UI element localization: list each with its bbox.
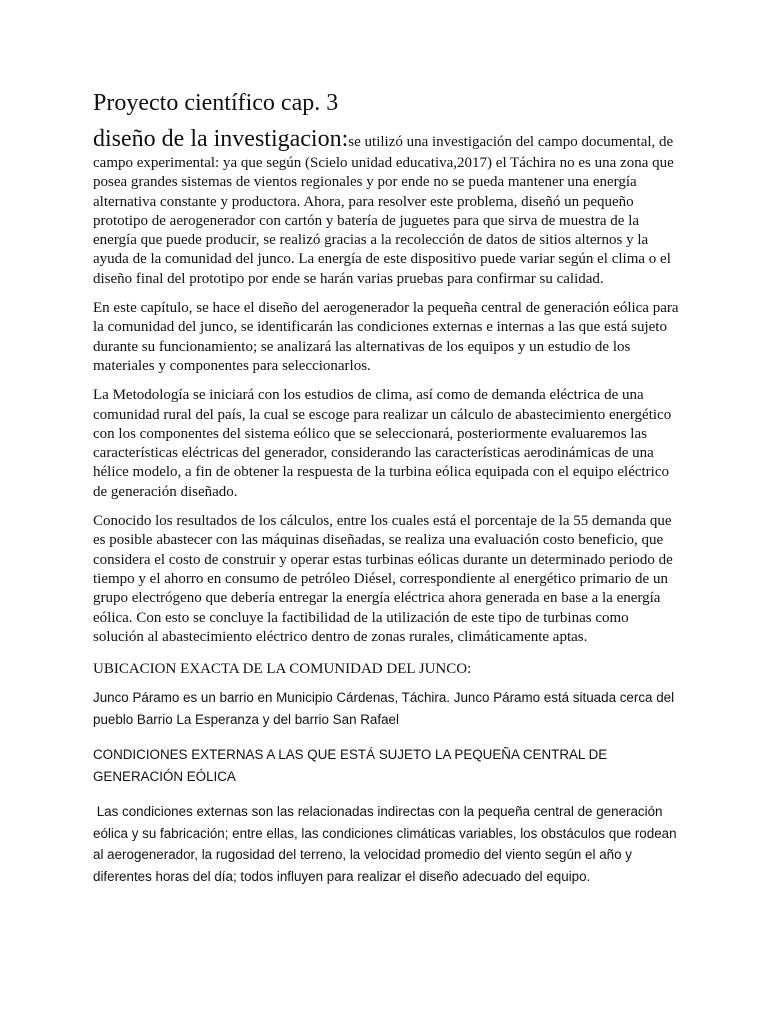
conditions-paragraph: Las condiciones externas son las relacionadas indirectas con la pequeña central de generación eólica y su fabricación; entre ellas, las condiciones climáticas variables, los obstáculos que rodean al aerogenerador, la rugosidad del terreno, la velocidad promedio del viento según el año y diferentes horas del día; todos influyen para realizar el diseño adecuado del equipo.	[93, 804, 681, 884]
section-intro-paragraph	[93, 124, 683, 289]
section-heading: diseño de la investigacion:	[93, 126, 349, 152]
paragraph-2: En este capítulo, se hace el diseño del aerogenerador la pequeña central de generación eólica para la comunidad del junco, se identificarán las condiciones externas e internas a las que está sujeto durante su funcionamiento; se analizará las alternativas de los equipos y un estudio de los materiales y componentes para seleccionarlos.	[93, 300, 679, 374]
document-content	[93, 88, 683, 887]
location-heading: UBICACION EXACTA DE LA COMUNIDAD DEL JUNCO:	[93, 661, 472, 678]
paragraph-4: Conocido los resultados de los cálculos, entre los cuales está el porcentaje de la 55 demanda que es posible abastecer con las máquinas diseñadas, se realiza una evaluación costo beneficio, que considera el costo de construir y operar estas turbinas eólicas durante un determinado periodo de tiempo y el ahorro en consumo de petróleo Diésel, correspondiente al energético primario de un grupo electrógeno que debería entregar la energía eléctrica ahora generada en base a la energía eólica. Con esto se concluye la factibilidad de la utilización de este tipo de turbinas como solución al abastecimiento eléctrico dentro de zonas rurales, climáticamente aptas.	[93, 513, 673, 645]
section-intro-text: se utilizó una investigación del campo documental, de campo experimental: ya que según (Scielo unidad educativa,2017) el Táchira no es una zona que posea grandes sistemas de vientos regionales y por ende no se pueda mantener una energía alternativa constante y productora. Ahora, para resolver este problema, diseñó un pequeño prototipo de aerogenerador con cartón y batería de juguetes para que sirva de muestra de la energía que puede producir, se realizó gracias a la recolección de datos de sitios alternos y la ayuda de la comunidad del junco. La energía de este dispositivo puede variar según el clima o el diseño final del prototipo por ende se harán varias pruebas para confirmar su calidad.	[93, 134, 674, 287]
location-paragraph: Junco Páramo es un barrio en Municipio Cárdenas, Táchira. Junco Páramo está situada cerca del pueblo Barrio La Esperanza y del barrio San Rafael	[93, 690, 675, 727]
conditions-heading: CONDICIONES EXTERNAS A LAS QUE ESTÁ SUJETO LA PEQUEÑA CENTRAL DE GENERACIÓN EÓLICA	[93, 747, 608, 784]
document-title: Proyecto científico cap. 3	[93, 90, 339, 116]
paragraph-3: La Metodología se iniciará con los estudios de clima, así como de demanda eléctrica de una comunidad rural del país, la cual se escoge para realizar un cálculo de abastecimiento energético con los componentes del sistema eólico que se seleccionará, posteriormente evaluaremos las características eléctricas del generador, considerando las características aerodinámicas de una hélice modelo, a fin de obtener la respuesta de la turbina eólica equipada con el equipo eléctrico de generación diseñado.	[93, 387, 672, 500]
